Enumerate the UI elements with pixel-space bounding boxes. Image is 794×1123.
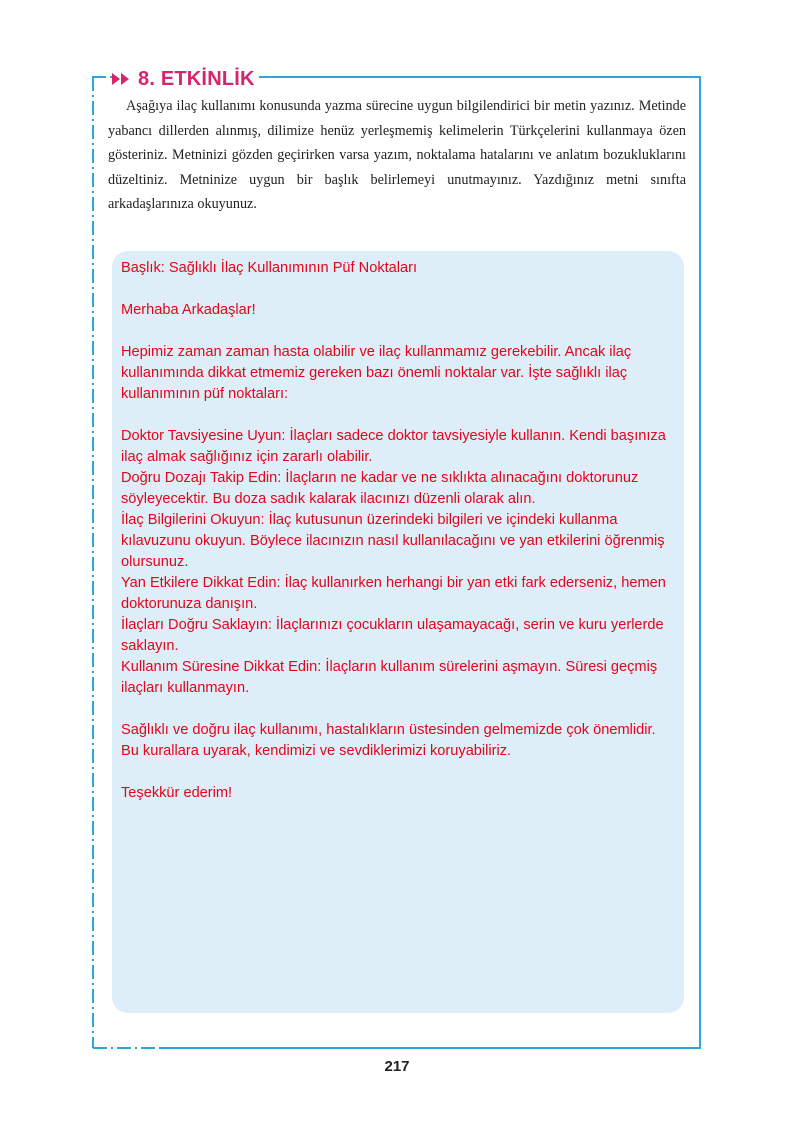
answer-conclusion: Sağlıklı ve doğru ilaç kullanımı, hastalıkların üstesinden gelmemizde çok önemlidir. Bu kurallara uyarak, kendimizi ve sevdiklerimizi koruyabiliriz. (121, 722, 656, 759)
activity-instructions: Aşağıya ilaç kullanımı konusunda yazma sürecine uygun bilgilendirici bir metin yazınız. Metinde yabancı dillerden alınmış, dilimize henüz yerleşmemiş kelimelerin Türkçelerini kullanmaya özen gösteriniz. Metninizi gözden geçirirken varsa yazım, noktalama hatalarını ve anlatım bozukluklarını düzeltiniz. Metninize uygun bir başlık belirlemeyi unutmayınız. Yazdığınız metni sınıfta arkadaşlarınıza okuyunuz. (108, 98, 686, 212)
answer-closing: Teşekkür ederim! (121, 785, 233, 801)
answer-tip: İlaçları Doğru Saklayın: İlaçlarınızı çocukların ulaşamayacağı, serin ve kuru yerlerde saklayın. (121, 617, 664, 654)
answer-tip: Doktor Tavsiyesine Uyun: İlaçları sadece doktor tavsiyesiyle kullanın. Kendi başınıza ilaç almak sağlığınız için zararlı olabilir. (121, 428, 666, 465)
answer-tip: İlaç Bilgilerini Okuyun: İlaç kutusunun üzerindeki bilgileri ve içindeki kullanma kılavuzunu okuyun. Böylece ilacınızın nasıl kullanılacağını ve yan etkilerini öğrenmiş olursunuz. (121, 512, 665, 570)
answer-intro: Hepimiz zaman zaman hasta olabilir ve ilaç kullanmamız gerekebilir. Ancak ilaç kullanımında dikkat etmemiz gereken bazı önemli noktalar var. İşte sağlıklı ilaç kullanımının püf noktaları: (121, 344, 632, 402)
activity-title: 8. ETKİNLİK (138, 67, 255, 90)
answer-greeting: Merhaba Arkadaşlar! (121, 302, 256, 318)
answer-text (121, 258, 669, 804)
page-number: 217 (384, 1058, 410, 1075)
answer-tip: Doğru Dozajı Takip Edin: İlaçların ne kadar ve ne sıklıkta alınacağını doktorunuz söyleyecektir. Bu doza sadık kalarak ilacınızı düzenli olarak alın. (121, 470, 639, 507)
double-arrow-icon (112, 73, 132, 85)
answer-tip: Yan Etkilere Dikkat Edin: İlaç kullanırken herhangi bir yan etki fark ederseniz, hemen doktorunuza danışın. (121, 575, 666, 612)
answer-tip: Kullanım Süresine Dikkat Edin: İlaçların kullanım sürelerini aşmayın. Süresi geçmiş ilaçları kullanmayın. (121, 659, 658, 696)
activity-heading (112, 66, 259, 92)
answer-title-line: Başlık: Sağlıklı İlaç Kullanımının Püf Noktaları (121, 260, 418, 276)
